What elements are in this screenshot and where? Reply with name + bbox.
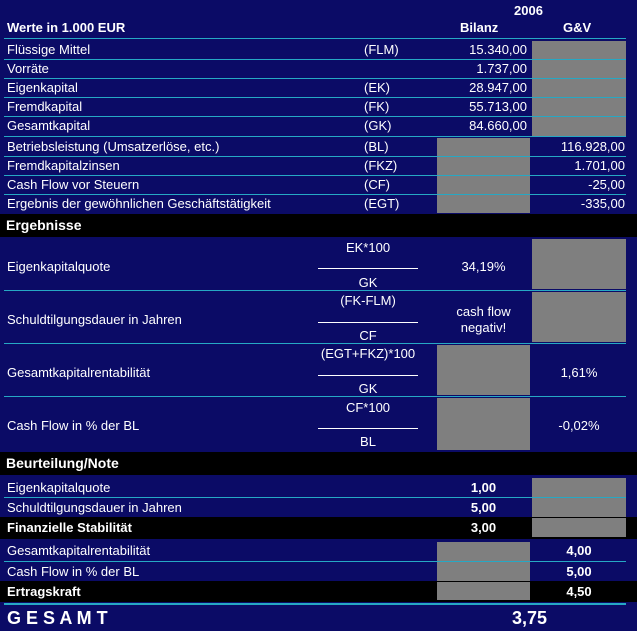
- guv-empty-cells: [532, 41, 626, 136]
- row-label: Eigenkapitalquote: [7, 259, 111, 274]
- bilanz-score: 3,00: [470, 520, 497, 535]
- section-band-beurteilung: [0, 452, 637, 475]
- row-label: Gesamtkapitalrentabilität: [7, 365, 151, 380]
- row-label: Schuldtilgungsdauer in Jahren: [7, 312, 182, 327]
- bilanz-value: 84.660,00: [469, 118, 527, 133]
- guv-value: 1.701,00: [574, 158, 625, 173]
- fraction-bar: [318, 428, 418, 429]
- bilanz-value: 28.947,00: [469, 80, 527, 95]
- row-abbr: (FKZ): [364, 158, 398, 173]
- guv-score: 5,00: [566, 564, 592, 579]
- row-label: Ertragskraft: [7, 584, 81, 599]
- bilanz-empty-cell: [437, 398, 530, 450]
- year-label: 2006: [514, 3, 543, 18]
- rule: [4, 38, 626, 39]
- row-abbr: (GK): [364, 118, 392, 133]
- guv-value: -0,02%: [558, 418, 600, 433]
- guv-value: -25,00: [588, 177, 625, 192]
- rule: [4, 396, 626, 397]
- section-heading: Beurteilung/Note: [6, 455, 119, 471]
- col-header-bilanz: Bilanz: [460, 20, 499, 35]
- guv-score: 4,00: [566, 543, 592, 558]
- guv-value: 116.928,00: [560, 139, 625, 154]
- formula-denominator: BL: [360, 434, 376, 449]
- row-label: Finanzielle Stabilität: [7, 520, 132, 535]
- rule: [4, 59, 626, 60]
- row-label: Eigenkapitalquote: [7, 480, 111, 495]
- row-label: Betriebsleistung (Umsatzerlöse, etc.): [7, 139, 220, 154]
- row-label: Cash Flow in % der BL: [7, 418, 140, 433]
- fraction-bar: [318, 322, 418, 323]
- row-label: Ergebnis der gewöhnlichen Geschäftstätigkeit: [7, 196, 271, 211]
- table-title: Werte in 1.000 EUR: [7, 20, 126, 35]
- formula-numerator: CF*100: [345, 400, 391, 415]
- row-abbr: (EK): [364, 80, 390, 95]
- col-header-guv: G&V: [563, 20, 592, 35]
- bilanz-note: negativ!: [460, 320, 507, 335]
- row-label: Fremdkapital: [7, 99, 83, 114]
- guv-value: -335,00: [580, 196, 625, 211]
- rule: [4, 116, 626, 117]
- row-label: Gesamtkapitalrentabilität: [7, 543, 151, 558]
- rule: [4, 343, 626, 344]
- row-abbr: (EGT): [364, 196, 400, 211]
- row-label: Eigenkapital: [7, 80, 78, 95]
- rule: [4, 136, 626, 137]
- row-abbr: (BL): [364, 139, 389, 154]
- rule: [4, 78, 626, 79]
- row-label: Vorräte: [7, 61, 49, 76]
- rule: [4, 561, 626, 562]
- rule: [4, 603, 626, 605]
- guv-empty-cell: [532, 518, 626, 537]
- bilanz-empty-cell: [437, 345, 530, 395]
- bilanz-value: 34,19%: [461, 259, 506, 274]
- row-label: Cash Flow in % der BL: [7, 564, 140, 579]
- bilanz-score: 5,00: [470, 500, 497, 515]
- guv-empty-cell: [532, 292, 626, 342]
- formula-numerator: EK*100: [345, 240, 391, 255]
- bilanz-value: 1.737,00: [476, 61, 527, 76]
- guv-empty-cell: [532, 239, 626, 289]
- total-value: 3,75: [512, 608, 548, 628]
- row-label: Cash Flow vor Steuern: [7, 177, 140, 192]
- bilanz-note: cash flow: [456, 304, 511, 319]
- guv-value: 1,61%: [560, 365, 598, 380]
- bilanz-value: 55.713,00: [469, 99, 527, 114]
- rule: [4, 497, 626, 498]
- total-label: G E S A M T: [7, 608, 108, 628]
- formula-denominator: GK: [358, 275, 378, 290]
- bilanz-value: 15.340,00: [469, 42, 527, 57]
- fraction-bar: [318, 375, 418, 376]
- row-label: Flüssige Mittel: [7, 42, 91, 57]
- section-band-ergebnisse: [0, 214, 637, 237]
- row-label: Schuldtilgungsdauer in Jahren: [7, 500, 182, 515]
- row-abbr: (FLM): [364, 42, 399, 57]
- row-label: Gesamtkapital: [7, 118, 91, 133]
- bilanz-empty-cell: [437, 582, 530, 600]
- guv-score: 4,50: [566, 584, 592, 599]
- formula-denominator: GK: [358, 381, 378, 396]
- row-label: Fremdkapitalzinsen: [7, 158, 120, 173]
- fraction-bar: [318, 268, 418, 269]
- bilanz-score: 1,00: [470, 480, 497, 495]
- rule: [4, 97, 626, 98]
- formula-numerator: (EGT+FKZ)*100: [320, 346, 416, 361]
- formula-numerator: (FK-FLM): [340, 293, 396, 308]
- rule: [4, 290, 626, 291]
- formula-denominator: CF: [359, 328, 377, 343]
- section-heading: Ergebnisse: [6, 217, 82, 233]
- row-abbr: (FK): [364, 99, 390, 114]
- row-abbr: (CF): [364, 177, 390, 192]
